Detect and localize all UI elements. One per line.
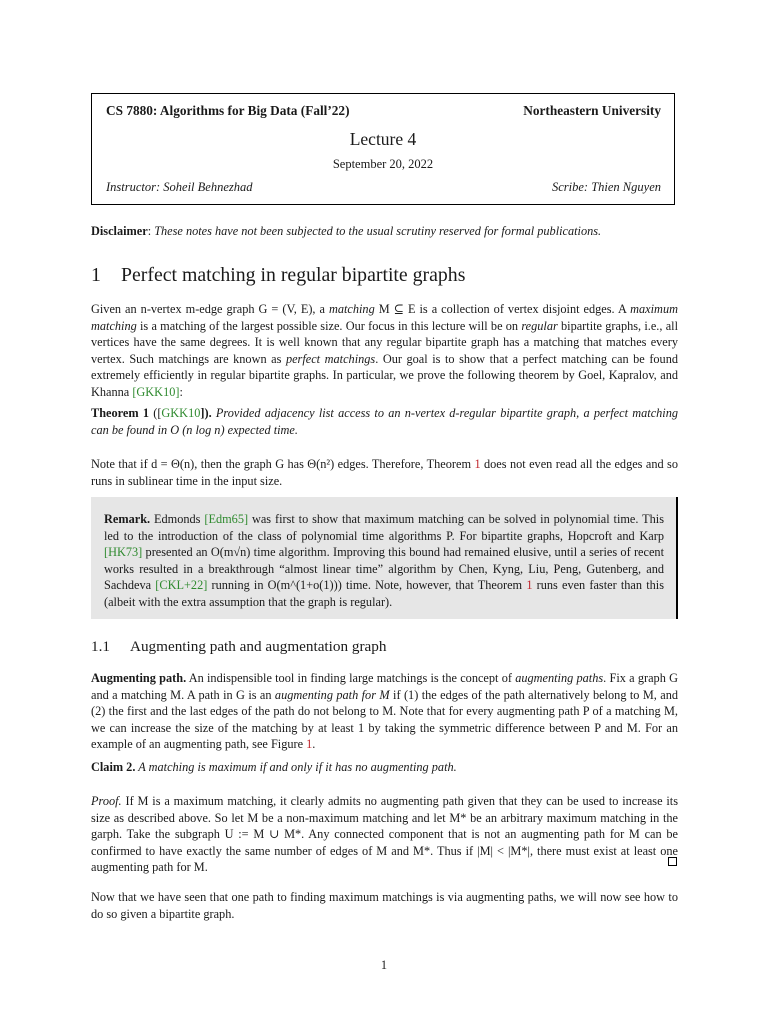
augmenting-em-2: augmenting path for M bbox=[274, 687, 390, 702]
theorem-cite-open: ([ bbox=[148, 406, 162, 420]
augmenting-text-end: . bbox=[312, 737, 316, 752]
theorem-citation-link[interactable]: GKK10 bbox=[161, 406, 201, 420]
intro-text-2: M ⊆ E is a collection of vertex disjoint edges. A bbox=[374, 302, 631, 316]
claim-2 bbox=[91, 759, 678, 776]
lecture-date: September 20, 2022 bbox=[332, 157, 434, 171]
intro-paragraph bbox=[91, 301, 678, 401]
page-number: 1 bbox=[380, 958, 388, 972]
augmenting-label: Augmenting path. bbox=[91, 671, 187, 685]
intro-em-matching: matching bbox=[328, 302, 375, 316]
remark-text-2: was first to show that maximum matching can be solved in polynomial time. This led to the introduction of the class of polynomial time algorithms P. For bipartite graphs, Hopcroft and Karp bbox=[104, 512, 664, 543]
note-paragraph bbox=[91, 456, 678, 489]
scribe-name: Scribe: Thien Nguyen bbox=[551, 180, 661, 194]
theorem-ref-link[interactable]: 1 bbox=[526, 578, 533, 593]
subsection-heading bbox=[91, 638, 386, 656]
claim-statement: A matching is maximum if and only if it has no augmenting path. bbox=[135, 760, 457, 774]
intro-em-perfect-matchings: perfect matchings bbox=[285, 351, 376, 366]
augmenting-text-3: if (1) the edges of the path alternatively belong to M, and (2) the first and the last edges of the path do not belong to M. Note that for every augmenting path P of a matching M, we can increase the size of the matching by at least 1 by taking the symmetric difference between P and M. For an example of an augmenting path, see Figure bbox=[91, 687, 678, 752]
disclaimer-text: These notes have not been subjected to the usual scrutiny reserved for formal publications. bbox=[154, 224, 602, 238]
proof-text: If M is a maximum matching, it clearly admits no augmenting path given that they can be used to increase its size as described above. So let M be a non-maximum matching and let M* be an arbitrary maximum matching in the garph. Take the subgraph U := M ∪ M*. Any connected component that is not an augmenting path for M can be confirmed to have exactly the same number of edges of M and M*. Thus if |M| < |M*|, there must exist at least one augmenting path for M. bbox=[91, 794, 678, 875]
lecture-header-box bbox=[91, 93, 675, 205]
remark-text-5: runs even faster than this (albeit with the extra assumption that the graph is regular). bbox=[104, 578, 664, 609]
intro-text-end: : bbox=[179, 384, 183, 399]
intro-text-3: is a matching of the largest possible size. Our focus in this lecture will be on bbox=[136, 318, 522, 333]
course-title: CS 7880: Algorithms for Big Data (Fall’22) bbox=[106, 103, 350, 118]
augmenting-path-paragraph bbox=[91, 670, 678, 753]
proof-paragraph bbox=[91, 793, 678, 876]
instructor-name: Instructor: Soheil Behnezhad bbox=[106, 180, 253, 194]
university-name: Northeastern University bbox=[523, 103, 661, 118]
remark-text-4: running in O(m^(1+o(1))) time. Note, however, that Theorem bbox=[207, 578, 527, 593]
disclaimer-label: Disclaimer bbox=[91, 224, 148, 238]
proof-label: Proof. bbox=[91, 794, 122, 808]
theorem-statement: Provided adjacency list access to an n-vertex d-regular bipartite graph, a perfect matching can be found in O (n log n) expected time. bbox=[91, 406, 679, 437]
remark-label: Remark. bbox=[104, 512, 151, 526]
claim-label: Claim 2. bbox=[91, 760, 136, 774]
closing-paragraph: Now that we have seen that one path to finding maximum matchings is via augmenting paths, we will now see how to do so given a bipartite graph. bbox=[91, 890, 678, 921]
section-number: 1 bbox=[91, 264, 101, 286]
remark-text-3: presented an O(m√n) time algorithm. Improving this bound had remained elusive, until a series of recent works resulted in a breakthrough “almost linear time” algorithm by Chen, Kyng, Liu, Peng, Gutenberg, and Sachdeva bbox=[104, 545, 664, 593]
citation-link-hk73[interactable]: [HK73] bbox=[104, 545, 143, 560]
subsection-title: Augmenting path and augmentation graph bbox=[130, 638, 387, 655]
theorem-cite-close: ]). bbox=[200, 406, 212, 420]
intro-em-maximum-matching: maximum matching bbox=[91, 302, 678, 333]
remark-text bbox=[104, 511, 664, 611]
lecture-number: Lecture 4 bbox=[349, 129, 417, 149]
section-heading bbox=[91, 264, 465, 287]
citation-link-edm65[interactable]: [Edm65] bbox=[204, 512, 249, 526]
note-text-2: does not even read all the edges and so runs in sublinear time in the input size. bbox=[91, 457, 678, 488]
intro-em-regular: regular bbox=[521, 318, 558, 333]
augmenting-text-2: . Fix a graph G and a matching M. A path in G is an bbox=[91, 671, 678, 702]
figure-ref-link[interactable]: 1 bbox=[306, 737, 313, 752]
intro-text-4: bipartite graphs, i.e., all vertices have the same degrees. It is well known that any regular bipartite graph has a matching that matches every vertex. Such matchings are known as bbox=[91, 318, 678, 366]
remark-box bbox=[91, 497, 678, 619]
disclaimer: Disclaimer: These notes have not been subjected to the usual scrutiny reserved for formal publications. bbox=[91, 224, 602, 238]
section-title: Perfect matching in regular bipartite graphs bbox=[121, 264, 466, 286]
augmenting-text-1: An indispensible tool in finding large matchings is the concept of bbox=[186, 671, 516, 685]
theorem-1 bbox=[91, 405, 678, 438]
theorem-ref-link[interactable]: 1 bbox=[474, 457, 481, 471]
remark-text-1: Edmonds bbox=[150, 512, 205, 526]
augmenting-em-1: augmenting paths bbox=[515, 671, 604, 685]
intro-text-5: . Our goal is to show that a perfect matching can be found extremely efficiently in regular bipartite graphs. In particular, we prove the following theorem by Goel, Kapralov, and Khanna bbox=[91, 351, 679, 399]
theorem-label: Theorem 1 bbox=[91, 406, 149, 420]
intro-text-1: Given an n-vertex m-edge graph G = (V, E), a bbox=[91, 302, 329, 316]
subsection-number: 1.1 bbox=[91, 638, 110, 655]
citation-link-ckl22[interactable]: [CKL+22] bbox=[155, 578, 208, 593]
citation-link-gkk10[interactable]: [GKK10] bbox=[132, 384, 180, 399]
note-text-1: Note that if d = Θ(n), then the graph G has Θ(n²) edges. Therefore, Theorem bbox=[91, 457, 475, 471]
qed-square-icon bbox=[668, 857, 677, 866]
